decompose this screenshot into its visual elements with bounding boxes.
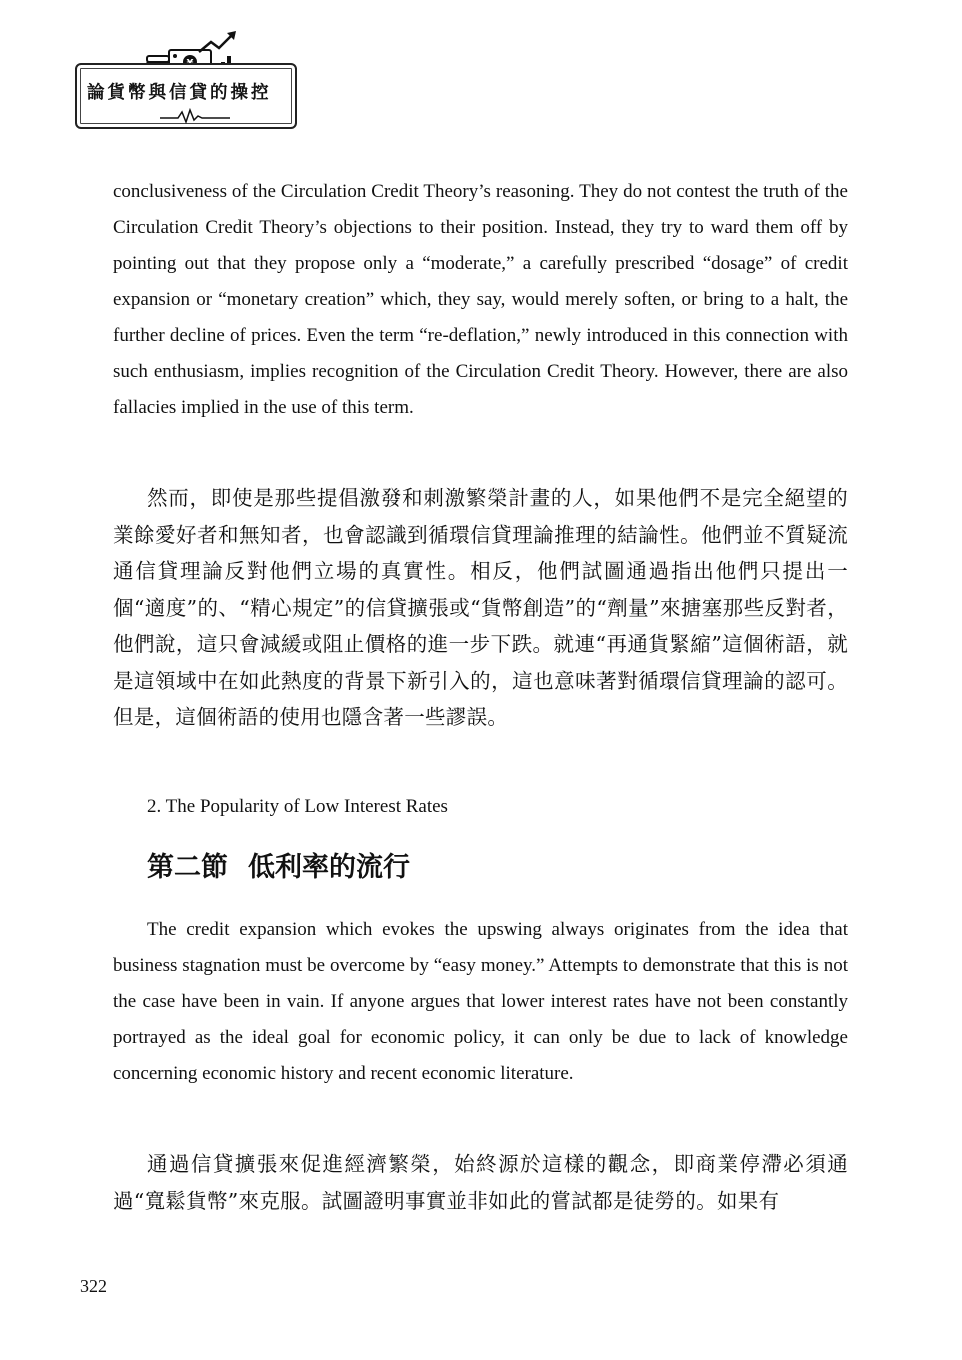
section-number: 第二節 — [147, 852, 228, 883]
section-heading-english: 2. The Popularity of Low Interest Rates — [147, 796, 448, 817]
english-paragraph-low-interest: The credit expansion which evokes the upswing always originates from the idea that business stagnation must be overcome by “easy money.” Attempts to demonstrate that this is not the case have been in vain. If anyone argues that lower interest rates have not been constantly portrayed as the ideal goal for economic policy, it can only be due to lack of knowledge concerning economic history and recent economic literature. — [113, 919, 848, 1084]
book-title: 論貨幣與信貸的操控 — [87, 83, 272, 103]
section-title: 低利率的流行 — [248, 852, 410, 883]
heartbeat-line-icon — [160, 108, 230, 124]
chinese-paragraph-low-interest: 通過信貸擴張來促進經濟繁榮，始終源於這樣的觀念，即商業停滯必須通過“寬鬆貨幣”來克服。試圖證明事實並非如此的嘗試都是徒勞的。如果有 — [113, 1152, 848, 1213]
section-heading-chinese — [147, 848, 410, 888]
chinese-paragraph-translation: 然而，即使是那些提倡激發和刺激繁榮計畫的人，如果他們不是完全絕望的業餘愛好者和無知者，也會認識到循環信貸理論推理的結論性。他們並不質疑流通信貸理論反對他們立場的真實性。相反，他們試圖通過指出他們只提出一個“適度”的、“精心規定”的信貸擴張或“貨幣創造”的“劑量”來搪塞那些反對者，他們說，這只會減緩或阻止價格的進一步下跌。就連“再通貨緊縮”這個術語，就是這領域中在如此熱度的背景下新引入的，這也意味著對循環信貸理論的認可。但是，這個術語的使用也隱含著一些謬誤。 — [113, 486, 848, 729]
page-number: 322 — [80, 1276, 107, 1296]
english-paragraph-continued: conclusiveness of the Circulation Credit Theory’s reasoning. They do not contest the truth of the Circulation Credit Theory’s objections to their position. Instead, they try to ward them off by pointing out that they propose only a “moderate,” a carefully prescribed “dosage” of credit expansion or “monetary creation” which, they say, would merely soften, or bring to a halt, the further decline of prices. Even the term “re-deflation,” newly introduced in this connection with such enthusiasm, implies recognition of the Circulation Credit Theory. However, there are also fallacies implied in the use of this term. — [113, 181, 848, 418]
book-title-badge — [75, 30, 295, 130]
